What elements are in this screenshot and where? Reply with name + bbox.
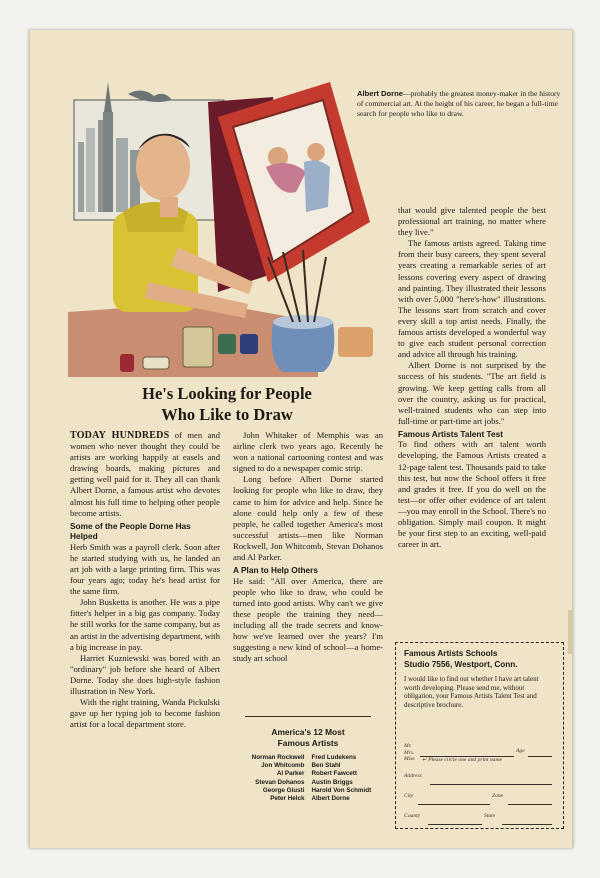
artist-name: Jon Whitcomb <box>261 762 305 770</box>
paragraph <box>70 430 220 519</box>
name-instructions: Please circle one and print name <box>428 757 502 763</box>
county-state-field[interactable] <box>404 813 554 825</box>
caption-name: Albert Dorne <box>357 89 403 98</box>
drop-cap-lead: TODAY HUNDREDS <box>70 430 170 441</box>
artist-name: Harold Von Schmidt <box>311 786 372 794</box>
artist-name: George Giusti <box>262 786 305 794</box>
caption-text: —probably the greatest money-maker in the history of commercial art. At the height of his career, he began a full-time search for people who like to draw. <box>357 89 561 118</box>
paragraph: With the right training, Wanda Pickulski gave up her typing job to become fashion artist for a local department store. <box>70 697 220 730</box>
subheading: A Plan to Help Others <box>233 565 318 576</box>
artist-name: Fred Ludekens <box>311 754 357 761</box>
coupon-school-name: Famous Artists Schools <box>404 649 498 658</box>
headline <box>68 383 386 425</box>
famous-artists-list <box>230 727 386 803</box>
artist-names-left <box>230 754 309 803</box>
address-field[interactable] <box>404 773 554 785</box>
paragraph: Harriet Kuzniewski was bored with an "ordinary" job before she heard of Albert Dorne. Today she does high-style fashion illustration in New York. <box>70 652 220 696</box>
artist-names-right <box>309 754 387 803</box>
artist-name: Albert Dorne <box>311 795 350 803</box>
headline-line-2: Who Like to Draw <box>161 405 293 424</box>
artist-name: Peter Helck <box>270 795 305 803</box>
article-column-3 <box>398 205 546 550</box>
paragraph: To find others with art talent worth developing, the Famous Artists created a 12-page talent test. Thousands paid to take this test, but now the School offers it free and grades it free. If you do well on the test—or offer other evidence of art talent—you may enroll in the School. There's no obligation. Simply mail coupon. It might be your first step to an exciting, well-paid career in art. <box>398 439 546 550</box>
county-label: County <box>404 813 421 819</box>
divider <box>245 716 371 717</box>
mail-coupon <box>395 642 564 829</box>
cover-edge-tab <box>568 610 572 654</box>
headline-line-1: He's Looking for People <box>142 384 312 403</box>
salutation-miss: Miss <box>404 756 415 762</box>
paragraph: Long before Albert Dorne started looking for people who like to draw, they came to him for advice and help. Since he alone could help only a few of these people, he called together America's most successful artists—men like Norman Rockwell, Jon Whitcomb, Stevan Dohanos and Al Parker. <box>233 474 383 563</box>
artist-name: Al Parker <box>276 770 305 778</box>
artist-name: Ben Stahl <box>311 762 341 770</box>
list-title-1: America's 12 Most <box>271 727 345 737</box>
artist-name: Stevan Dohanos <box>255 778 305 786</box>
paragraph: Albert Dorne is not surprised by the success of his students. "The art field is growing. We keep getting calls from all over the country, asking us for practical, well-trained students who can step into full-time or part-time art jobs." <box>398 360 546 426</box>
paragraph: John Busketta is another. He was a pipe fitter's helper in a big gas company. Today he still works for the same company, but as an artist in the advertising department, with a big increase in pay. <box>70 597 220 652</box>
article-column-2 <box>233 430 383 664</box>
artist-name: Austin Briggs <box>311 778 353 786</box>
subheading: Some of the People Dorne Has Helped <box>70 520 191 542</box>
subheading: Famous Artists Talent Test <box>398 428 503 439</box>
magazine-back-cover <box>29 30 573 848</box>
coupon-request-text: I would like to find out whether I have art talent worth developing. Please send me, without obligation, your Famous Artists Talent Test and descriptive brochure. <box>404 675 539 710</box>
state-label: State <box>484 813 496 819</box>
salutation-mrs: Mrs. <box>404 749 415 756</box>
artist-name: Norman Rockwell <box>251 754 305 761</box>
salutation-mr: Mr. <box>404 743 412 749</box>
albert-dorne-illustration <box>68 72 383 377</box>
coupon-title <box>404 649 518 670</box>
list-title-2: Famous Artists <box>277 737 339 748</box>
illustration-caption <box>357 89 562 119</box>
address-label: Address <box>404 773 422 779</box>
paragraph: that would give talented people the best professional art training, no matter where they live." <box>398 205 546 238</box>
paragraph: The famous artists agreed. Taking time from their busy careers, they spent several years creating a remarkable series of art lessons covering every aspect of drawing and painting. They illustrated their lessons with over 5,000 "here's-how" illustrations. The lessons start from scratch and cover every skill a top artist needs. Finally, the famous artists developed a wonderful way to give each student personal correction and advice all through his training. <box>398 238 546 360</box>
city-label: City <box>404 793 414 799</box>
paragraph: John Whitaker of Memphis was an airline clerk two years ago. Recently he won a national cartooning contest and was signed to do a newspaper comic strip. <box>233 430 383 474</box>
name-field[interactable]: Mr. Mrs. Miss ↵ Please circle one and print name Age <box>404 743 554 765</box>
artist-name: Robert Fawcett <box>311 770 357 778</box>
paragraph: He said: "All over America, there are people who like to draw, who could be turned into good artists. Why can't we give these people the training they need—including all the trade secrets and know-how we've learned over the years? I'm suggesting a new kind of school—a home-study art school <box>233 575 383 664</box>
article-column-1 <box>70 430 220 730</box>
paragraph: Herb Smith was a payroll clerk. Soon after he started studying with us, he landed an art job with a large printing firm. This was four years ago; today he's head artist for the same firm. <box>70 541 220 597</box>
coupon-address: Studio 7556, Westport, Conn. <box>404 659 518 669</box>
zone-label: Zone <box>492 793 504 799</box>
city-zone-field[interactable] <box>404 793 554 805</box>
age-label: Age <box>516 748 525 754</box>
paragraph-text: of men and women who never thought they could be artists are working happily at easels and drawing boards, making pictures and getting well paid for it. They all can thank Albert Dorne, a famous artist who devotes almost his full time to helping other people become artists. <box>70 430 220 518</box>
